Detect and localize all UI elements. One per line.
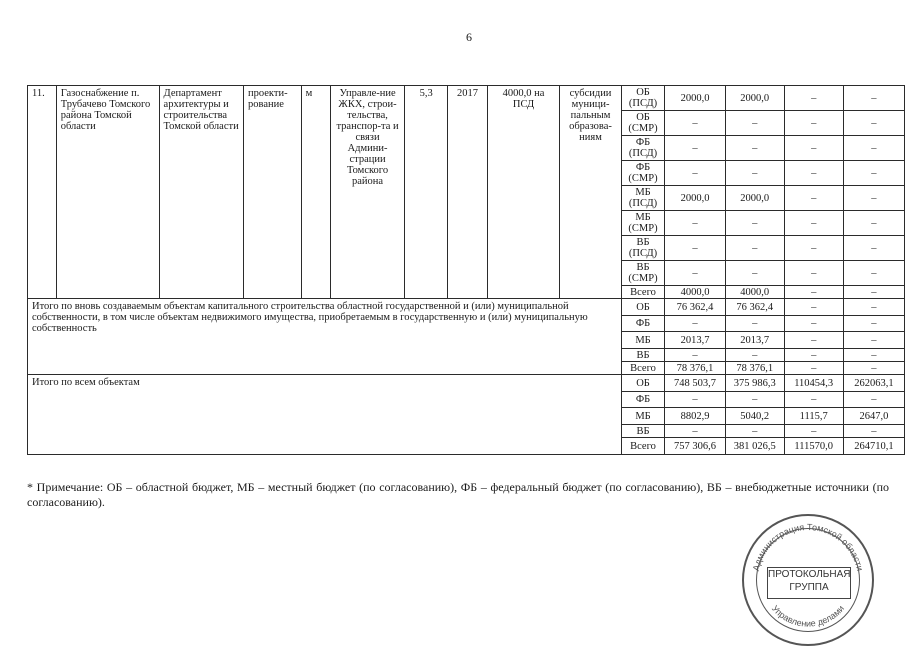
funding-value-cell: – xyxy=(725,316,784,332)
funding-source-cell: ФБ xyxy=(621,392,664,408)
funding-value-cell: – xyxy=(665,136,726,161)
stamp-box-line2: ГРУППА xyxy=(789,582,829,593)
funding-value-cell: 2013,7 xyxy=(725,332,784,349)
customer-cell: Управле-ние ЖКХ, строи-тельства, транспор-та и связи Админи-страции Томского района xyxy=(331,86,405,299)
funding-value-cell: – xyxy=(843,349,904,362)
footnote: * Примечание: ОБ – областной бюджет, МБ – местный бюджет (по согласованию), ФБ – федеральный бюджет (по согласованию), ВБ – внебюджетные источники (по согласованию). xyxy=(27,480,889,509)
funding-value-cell: 2000,0 xyxy=(665,86,726,111)
funding-value-cell: – xyxy=(725,349,784,362)
funding-value-cell: – xyxy=(784,111,843,136)
funding-value-cell: – xyxy=(665,211,726,236)
funding-value-cell: – xyxy=(784,236,843,261)
funding-value-cell: – xyxy=(665,392,726,408)
funding-source-cell: ФБ xyxy=(621,316,664,332)
funding-value-cell: – xyxy=(784,425,843,438)
funding-value-cell: – xyxy=(784,362,843,375)
funding-value-cell: – xyxy=(784,286,843,299)
funding-source-cell: ОБ (ПСД) xyxy=(621,86,664,111)
year-cell: 2017 xyxy=(448,86,488,299)
funding-value-cell: 2000,0 xyxy=(725,86,784,111)
total-label-cell: Итого по всем объектам xyxy=(28,375,622,455)
funding-value-cell: 8802,9 xyxy=(665,408,726,425)
funding-source-cell: ВБ xyxy=(621,425,664,438)
funding-value-cell: – xyxy=(784,316,843,332)
funding-source-cell: ОБ xyxy=(621,299,664,316)
funding-value-cell: – xyxy=(725,236,784,261)
funding-value-cell: 757 306,6 xyxy=(665,438,726,455)
stamp-box-line1: ПРОТОКОЛЬНАЯ xyxy=(768,569,851,580)
funding-value-cell: – xyxy=(665,236,726,261)
funding-value-cell: – xyxy=(725,111,784,136)
funding-value-cell: 381 026,5 xyxy=(725,438,784,455)
funding-value-cell: – xyxy=(843,161,904,186)
funding-value-cell: 2000,0 xyxy=(665,186,726,211)
funding-value-cell: – xyxy=(843,316,904,332)
funding-value-cell: – xyxy=(843,425,904,438)
funding-table xyxy=(27,85,905,455)
table-row xyxy=(28,375,905,392)
funding-value-cell: 5040,2 xyxy=(725,408,784,425)
total-label-cell: Итого по вновь создаваемым объектам капитального строительства областной государственной и (или) муниципальной собственности, в том числе объектам недвижимого имущества, приобретаемым в государственную и (или) муниципальную собственность xyxy=(28,299,622,375)
funding-value-cell: – xyxy=(725,161,784,186)
funding-value-cell: – xyxy=(843,299,904,316)
funding-value-cell: – xyxy=(665,349,726,362)
funding-value-cell: 110454,3 xyxy=(784,375,843,392)
funding-source-cell: МБ (СМР) xyxy=(621,211,664,236)
funding-source-cell: ВБ (ПСД) xyxy=(621,236,664,261)
funding-value-cell: – xyxy=(665,316,726,332)
funding-source-cell: МБ xyxy=(621,408,664,425)
funding-value-cell: 375 986,3 xyxy=(725,375,784,392)
table-row xyxy=(28,299,905,316)
funding-value-cell: – xyxy=(784,332,843,349)
funding-value-cell: 2647,0 xyxy=(843,408,904,425)
funding-source-cell: ВБ (СМР) xyxy=(621,261,664,286)
stamp-bottom-text: Управление делами xyxy=(769,603,847,629)
funding-value-cell: 2013,7 xyxy=(665,332,726,349)
funding-value-cell: – xyxy=(843,332,904,349)
funding-value-cell: – xyxy=(784,392,843,408)
funding-value-cell: 2000,0 xyxy=(725,186,784,211)
funding-value-cell: – xyxy=(784,186,843,211)
funding-source-cell: ОБ xyxy=(621,375,664,392)
funding-value-cell: – xyxy=(784,299,843,316)
funding-value-cell: – xyxy=(843,136,904,161)
funding-value-cell: – xyxy=(725,392,784,408)
funding-value-cell: – xyxy=(843,211,904,236)
funding-source-cell: ФБ (ПСД) xyxy=(621,136,664,161)
funding-source-cell: Всего xyxy=(621,362,664,375)
cost-cell: 4000,0 на ПСД xyxy=(487,86,559,299)
funding-value-cell: – xyxy=(784,86,843,111)
form-cell: субсидии муници-пальным образова-ниям xyxy=(560,86,622,299)
object-name-cell: Газоснабжение п. Трубачево Томского района Томской области xyxy=(56,86,159,299)
funding-value-cell: – xyxy=(843,392,904,408)
funding-value-cell: – xyxy=(843,86,904,111)
funding-value-cell: – xyxy=(665,425,726,438)
funding-value-cell: – xyxy=(843,286,904,299)
funding-value-cell: – xyxy=(784,349,843,362)
funding-value-cell: – xyxy=(843,111,904,136)
funding-source-cell: МБ (ПСД) xyxy=(621,186,664,211)
funding-value-cell: – xyxy=(665,111,726,136)
funding-value-cell: – xyxy=(843,236,904,261)
funding-value-cell: – xyxy=(843,261,904,286)
table-row xyxy=(28,86,905,111)
capacity-cell: 5,3 xyxy=(405,86,448,299)
funding-source-cell: ВБ xyxy=(621,349,664,362)
funding-value-cell: – xyxy=(725,425,784,438)
funding-value-cell: 262063,1 xyxy=(843,375,904,392)
funding-value-cell: 1115,7 xyxy=(784,408,843,425)
row-number-cell: 11. xyxy=(28,86,57,299)
funding-value-cell: 111570,0 xyxy=(784,438,843,455)
funding-source-cell: ОБ (СМР) xyxy=(621,111,664,136)
funding-value-cell: – xyxy=(725,261,784,286)
funding-value-cell: – xyxy=(843,362,904,375)
department-cell: Департамент архитектуры и строительства Томской области xyxy=(159,86,243,299)
funding-source-cell: МБ xyxy=(621,332,664,349)
unit-cell: м xyxy=(301,86,330,299)
funding-value-cell: 78 376,1 xyxy=(665,362,726,375)
funding-value-cell: – xyxy=(725,136,784,161)
stamp-inner-ring xyxy=(756,528,860,632)
funding-source-cell: ФБ (СМР) xyxy=(621,161,664,186)
funding-value-cell: 76 362,4 xyxy=(665,299,726,316)
funding-value-cell: – xyxy=(725,211,784,236)
funding-value-cell: – xyxy=(665,161,726,186)
funding-value-cell: 748 503,7 xyxy=(665,375,726,392)
funding-value-cell: 4000,0 xyxy=(665,286,726,299)
funding-source-cell: Всего xyxy=(621,286,664,299)
funding-value-cell: 264710,1 xyxy=(843,438,904,455)
funding-value-cell: – xyxy=(665,261,726,286)
page-number: 6 xyxy=(466,30,472,44)
stage-cell: проекти-рование xyxy=(244,86,302,299)
funding-value-cell: – xyxy=(784,136,843,161)
stamp-top-text: Администрация Томской области xyxy=(750,521,866,572)
funding-value-cell: 4000,0 xyxy=(725,286,784,299)
stamp-box xyxy=(767,567,851,599)
funding-value-cell: – xyxy=(843,186,904,211)
funding-value-cell: – xyxy=(784,211,843,236)
funding-value-cell: – xyxy=(784,261,843,286)
funding-value-cell: 76 362,4 xyxy=(725,299,784,316)
funding-value-cell: 78 376,1 xyxy=(725,362,784,375)
funding-value-cell: – xyxy=(784,161,843,186)
funding-source-cell: Всего xyxy=(621,438,664,455)
protocol-stamp xyxy=(742,514,874,646)
